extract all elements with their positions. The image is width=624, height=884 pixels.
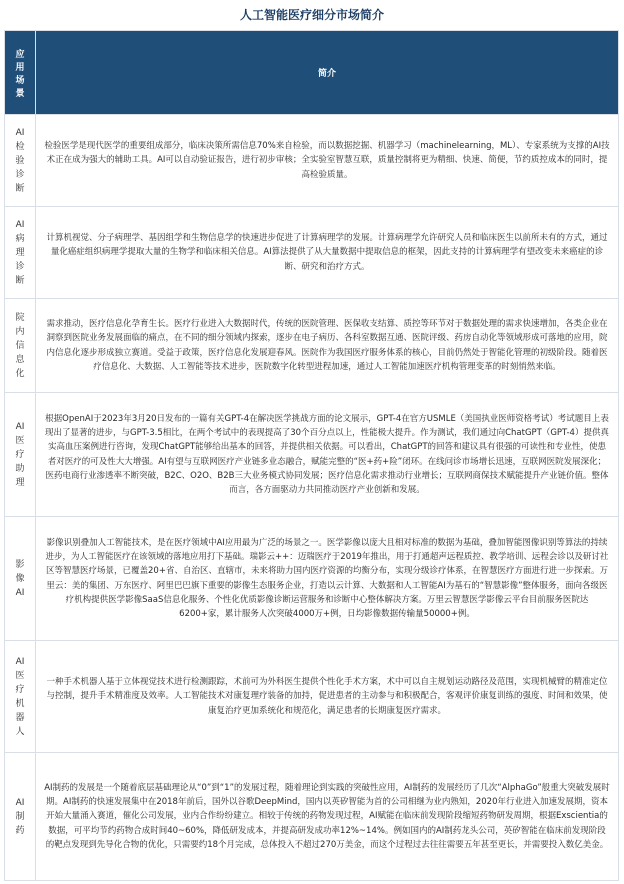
scene-label: 院内信息化 [15, 312, 25, 379]
row-scene [5, 115, 36, 207]
scene-label: AI医疗机器人 [15, 656, 25, 737]
table-row [5, 207, 619, 299]
table-row [5, 299, 619, 393]
header-scene [5, 31, 36, 115]
header-scene-label: 应用场景 [15, 49, 25, 99]
market-table [4, 30, 619, 881]
table-row [5, 753, 619, 881]
scene-label: 影像AI [15, 559, 25, 598]
table-row [5, 115, 619, 207]
scene-label: AI检验诊断 [15, 127, 25, 194]
row-scene [5, 299, 36, 393]
row-scene [5, 207, 36, 299]
row-scene [5, 517, 36, 641]
row-desc: 检验医学是现代医学的重要组成部分，临床决策所需信息70%来自检验，而以数据挖掘、机器学习（machinelearning，ML）、专家系统为支撑的AI技术正在成为强大的辅助工具。AI可以自动验证报告，进行初步审核；全实验室智慧互联，质量控制将更为精细、快速、简便，节约质控成本的同时，提高检验质量。 [36, 115, 619, 207]
row-desc: AI制药的发展是一个随着底层基础理论从“0”到“1”的发展过程，随着理论到实践的突破性应用，AI制药的发展经历了几次“AlphaGo”般重大突破发展时期。AI制药的快速发展集中在2018年前后，国外以谷歌DeepMind，国内以英矽智能为首的公司相继为业内熟知，2020年行业进入加速发展期，资本开始大量涌入赛道，催化公司发展，业内合作纷纷建立。相较于传统的药物发现过程，AI赋能在临床前发现阶段缩短药物研发周期，根据Exscientia的数据，可平均节约药物合成时间40~60%，降低研发成本，并提高研发成功率12%~14%。例如国内的AI制药龙头公司，英矽智能在临床前发现阶段的靶点发现到先导化合物的优化，只需要约18个月完成，总体投入不超过270万美金，而这个过程过去往往需要五年甚至更长，并需要投入数亿美金。 [36, 753, 619, 881]
row-desc: 影像识别叠加人工智能技术，是在医疗领域中AI应用最为广泛的场景之一。医学影像以庞大且相对标准的数据为基础，叠加智能图像识别等算法的持续进步，为人工智能医疗在该领域的落地应用打下基础。瑞影云++：迈瑞医疗于2019年推出，用于打通超声远程质控、教学培训、远程会诊以及研讨社区等智慧医疗场景，已覆盖20+省、自治区、直辖市，未来将助力国内医疗资源的均衡分布，实现分级诊疗体系，在智慧医疗方面进行进一步探索。万里云：美的集团、万东医疗、阿里巴巴旗下重要的影像生态服务企业，打造以云计算、大数据和人工智能AI为基石的“智慧影像”整体服务，面向各级医疗机构提供医学影像SaaS信息化服务、个性化优质影像诊断运营服务和诊断中心整体解决方案。万里云智慧医学影像云平台目前服务医院达6200+家，累计服务人次突破4000万+例，日均影像数据传输量50000+例。 [36, 517, 619, 641]
table-row [5, 517, 619, 641]
row-scene [5, 393, 36, 517]
scene-label: AI医疗助理 [15, 421, 25, 488]
table-row [5, 641, 619, 753]
row-desc: 一种手术机器人基于立体视觉技术进行检测跟踪，术前可为外科医生提供个性化手术方案，术中可以自主规划运动路径及范围，实现机械臂的精准定位与控制，提升手术精准度及效率。人工智能技术对康复理疗装备的加持，促进患者的主动参与和积极配合，客观评价康复训练的强度、时间和效果，使康复治疗更加系统化和规范化，满足患者的长期康复医疗需求。 [36, 641, 619, 753]
header-intro: 简介 [36, 31, 619, 115]
row-scene [5, 753, 36, 881]
page-title: 人工智能医疗细分市场简介 [239, 8, 384, 22]
row-scene [5, 641, 36, 753]
row-desc: 根据OpenAI于2023年3月20日发布的一篇有关GPT-4在解决医学挑战方面的论文展示，GPT-4在官方USMLE（美国执业医师资格考试）考试题目上表现出了显著的进步，与GPT-3.5相比，在两个考试中的表现提高了30个百分点以上，性能极大提升。作为测试，我们通过向ChatGPT（GPT-4）提供真实高血压案例进行咨询，发现ChatGPT能够给出基本的回答，并提供相关依据。可以看出，ChatGPT的回答和建议具有很强的可读性和专业性，使患者对医疗的可及性大大增强。AI有望与互联网医疗产业链多业态融合，赋能完整的“医+药+险”闭环。在线问诊市场增长迅速，互联网医院发展深化；医药电商行业渗透率不断突破，B2C、O2O、B2B三大业务模式协同发展；医疗信息化需求推动行业增长；互联网商保技术赋能提升产业链价值。整体而言，各方面驱动力共同推动医疗产业创新和发展。 [36, 393, 619, 517]
row-desc: 需求推动，医疗信息化孕育生长。医疗行业进入大数据时代，传统的医院管理、医保收支结算、质控等环节对于数据处理的需求快速增加，各类企业在洞察到医院业务发展面临的痛点，在不同的细分领域内探索，逐步在电子病历、各科室数据互通、医院评级、药房自动化等领域形成可落地的应用，院内信息化逐步形成独立赛道。受益于政策，医疗信息化发展迎春风。医院作为我国医疗服务体系的核心，目前仍然处于智能化管理的初级阶段。随着医疗信息化、大数据、人工智能等技术进步，医院数字化转型进程加速，通过人工智能加速医疗机构管理变革的时刻悄然来临。 [36, 299, 619, 393]
scene-label: AI病理诊断 [15, 219, 25, 286]
table-header-row [5, 31, 619, 115]
row-desc: 计算机视觉、分子病理学、基因组学和生物信息学的快速进步促进了计算病理学的发展。计算病理学允许研究人员和临床医生以前所未有的方式，通过量化癌症组织病理学提取大量的生物学和临床相关信息。AI算法提供了从大量数据中提取信息的框架，因此支持的计算病理学有望改变未来癌症的诊断、研究和治疗方式。 [36, 207, 619, 299]
scene-label: AI制药 [15, 797, 25, 836]
table-row [5, 393, 619, 517]
